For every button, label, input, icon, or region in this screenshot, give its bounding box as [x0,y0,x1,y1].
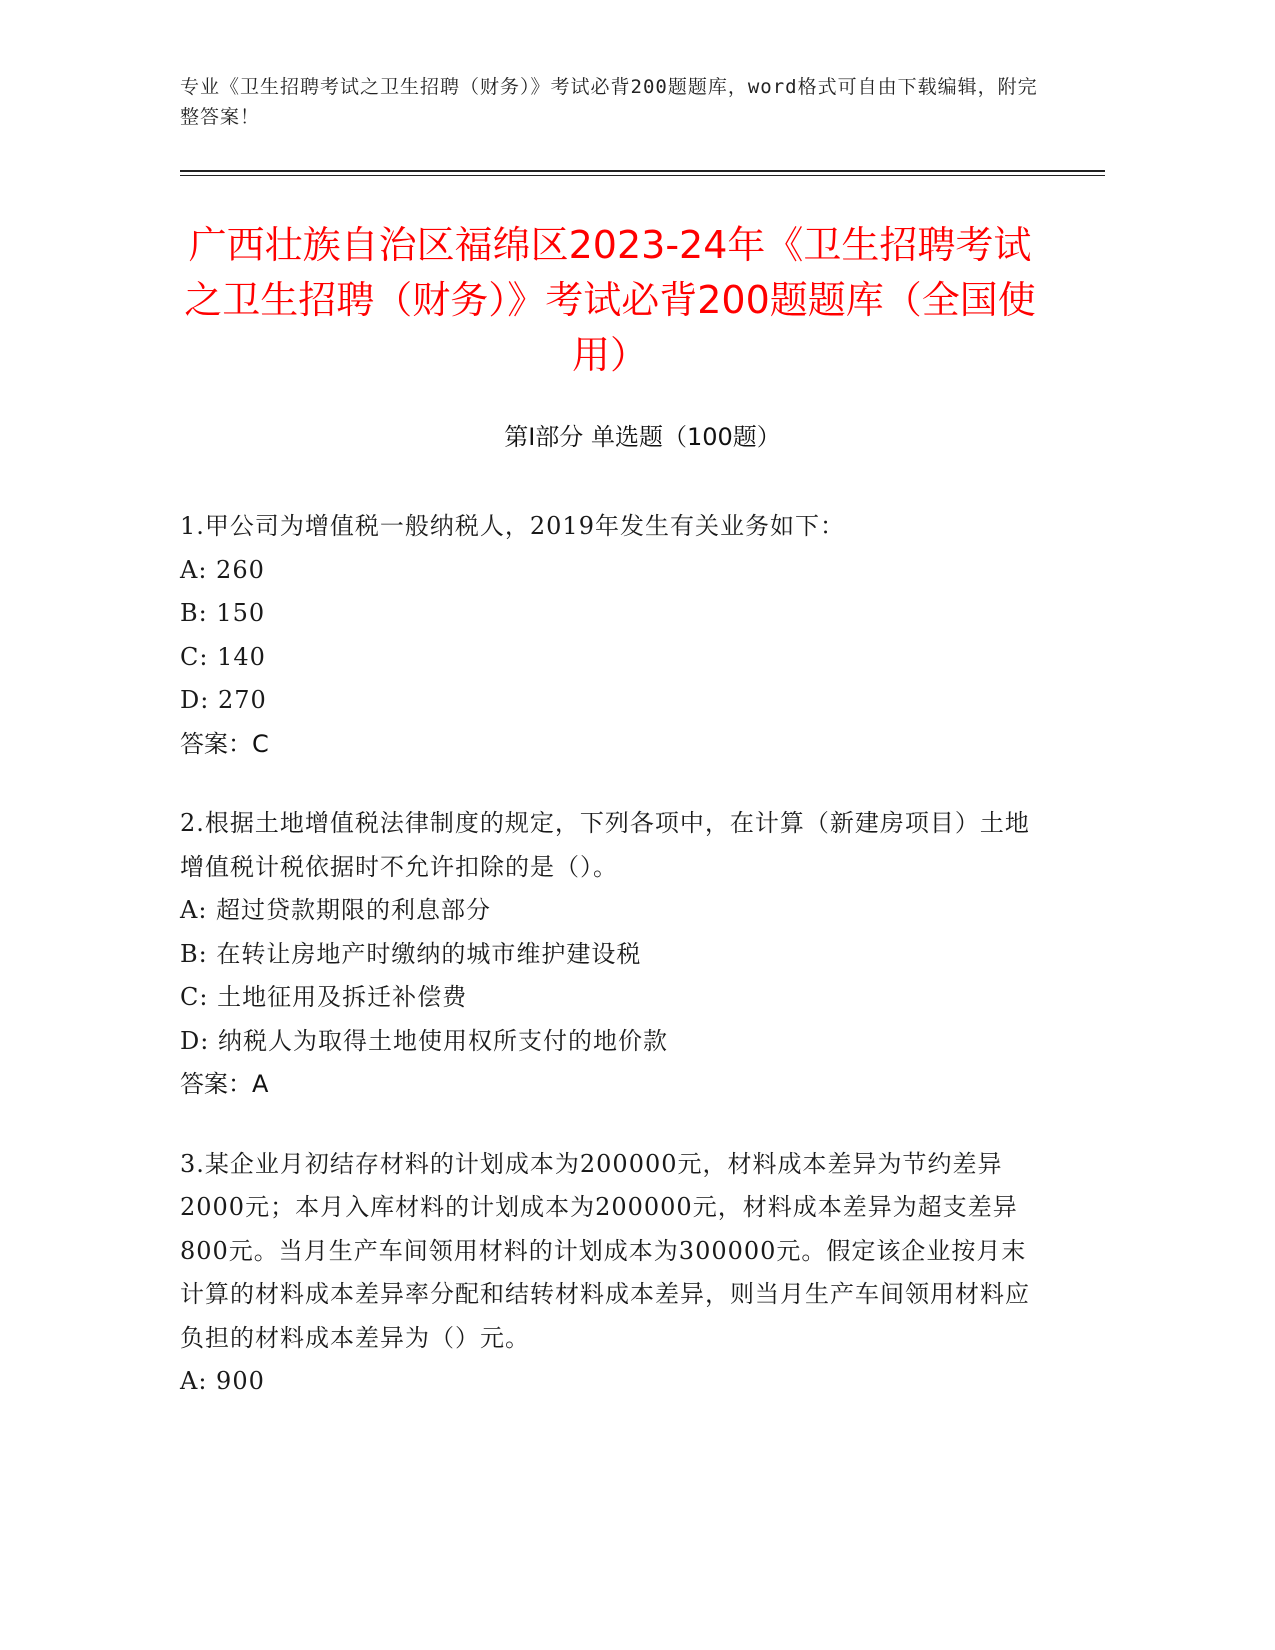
question-stem: 3.某企业月初结存材料的计划成本为200000元，材料成本差异为节约差异2000元；本月入库材料的计划成本为200000元，材料成本差异为超支差异800元。当月生产车间领用材料的计划成本为300000元。假定该企业按月末计算的材料成本差异率分配和结转材料成本差异，则当月生产车间领用材料应负担的材料成本差异为（）元。 [180,1149,1030,1352]
option-b: B: 在转让房地产时缴纳的城市维护建设税 [180,939,642,968]
option-a: A: 900 [180,1367,265,1395]
option-d: D: 纳税人为取得土地使用权所支付的地价款 [180,1026,668,1055]
option-a: A: 超过贷款期限的利息部分 [180,896,492,924]
question-2 [180,802,1040,1107]
header-divider-thick [180,170,1105,172]
answer: 答案：A [180,1070,269,1098]
answer: 答案：C [180,729,269,758]
question-stem: 2.根据土地增值税法律制度的规定，下列各项中，在计算（新建房项目）土地增值税计税依据时不允许扣除的是（）。 [180,809,1030,881]
option-d: D: 270 [180,686,267,714]
header-note: 专业《卫生招聘考试之卫生招聘（财务）》考试必背200题题库，word格式可自由下载编辑，附完整答案！ [180,76,1038,128]
question-3 [180,1143,1040,1404]
option-c: C: 土地征用及拆迁补偿费 [180,983,468,1011]
header-divider-thin [180,175,1105,176]
option-b: B: 150 [180,599,266,627]
question-1 [180,505,1040,766]
question-list [180,505,1040,1440]
question-stem: 1.甲公司为增值税一般纳税人，2019年发生有关业务如下： [180,512,845,540]
section-heading: 第Ⅰ部分 单选题（100题） [504,423,781,451]
option-a: A: 260 [180,555,265,584]
document-title: 广西壮族自治区福绵区2023-24年《卫生招聘考试之卫生招聘（财务）》考试必背200题题库（全国使用） [184,223,1036,377]
option-c: C: 140 [180,642,266,671]
